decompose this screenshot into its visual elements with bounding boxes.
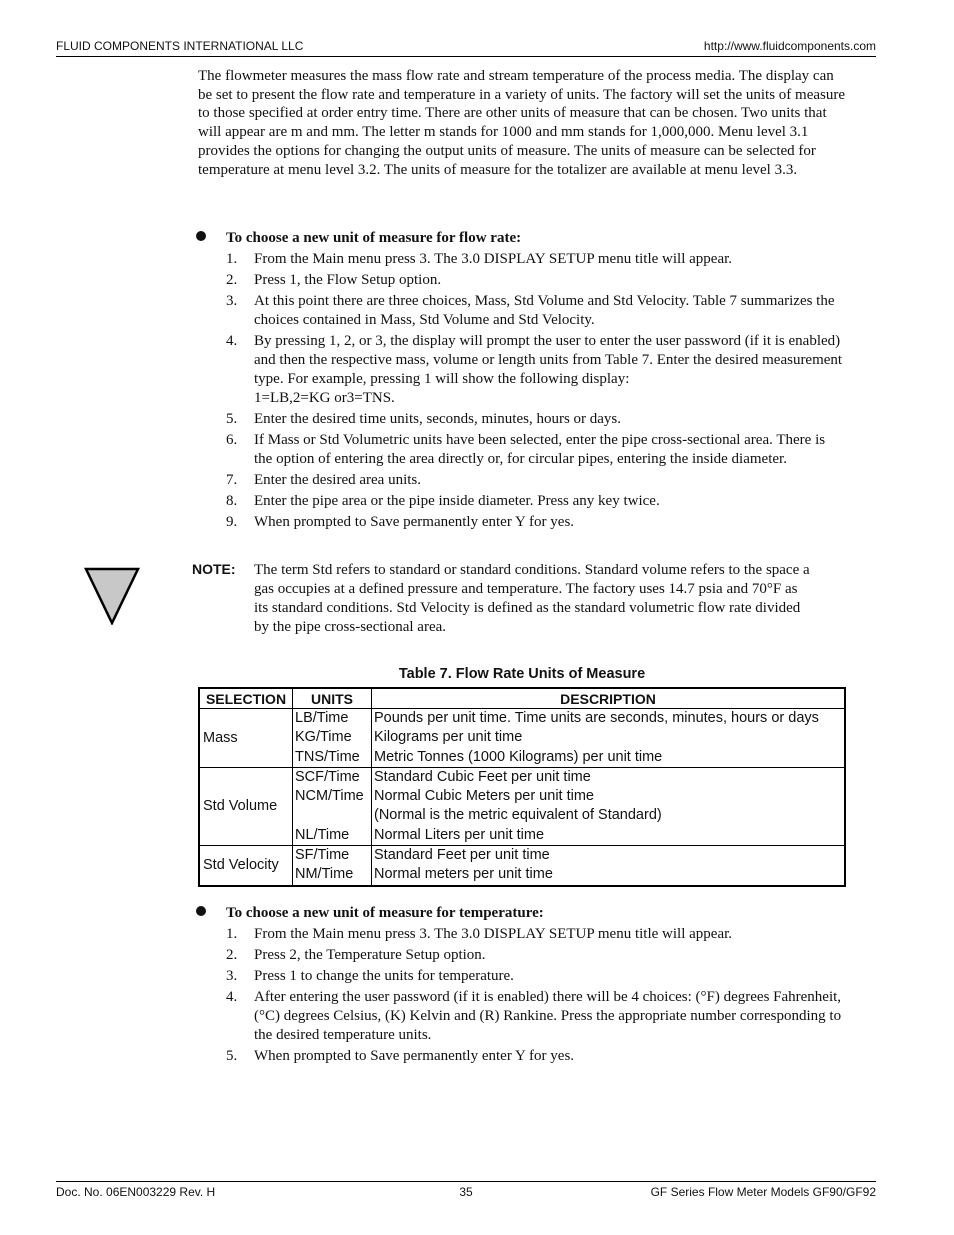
list-item	[226, 431, 846, 469]
selection-cell: Std Velocity	[199, 846, 293, 886]
step-text: When prompted to Save permanently enter Y for yes.	[254, 1048, 575, 1064]
selection-cell: Mass	[199, 709, 293, 768]
units-cell	[293, 767, 372, 845]
flow-rate-steps	[226, 250, 846, 534]
temperature-steps	[226, 925, 846, 1068]
units-cell	[293, 846, 372, 886]
step-text: At this point there are three choices, Mass, Std Volume and Std Velocity. Table 7 summarizes the choices contained in Mass, Std Volume and Std Velocity.	[254, 293, 835, 328]
unit-description: (Normal is the metric equivalent of Standard)	[374, 807, 662, 824]
table-row	[199, 767, 845, 845]
unit-value: NM/Time	[295, 866, 354, 883]
unit-value: NL/Time	[295, 826, 350, 843]
step-number: 5.	[226, 411, 238, 427]
step-number: 4.	[226, 333, 238, 349]
step-text: From the Main menu press 3. The 3.0 DISPLAY SETUP menu title will appear.	[254, 251, 733, 267]
flow-units-table	[198, 687, 846, 887]
step-number: 3.	[226, 293, 238, 309]
step-text: Press 2, the Temperature Setup option.	[254, 947, 486, 963]
list-item	[226, 332, 846, 408]
table-row	[199, 846, 845, 886]
unit-description: Pounds per unit time. Time units are seconds, minutes, hours or days	[374, 710, 819, 726]
bullet-icon	[196, 906, 206, 916]
step-number: 4.	[226, 989, 238, 1005]
step-text: If Mass or Std Volumetric units have been selected, enter the pipe cross-sectional area. There is the option of entering the area directly or, for circular pipes, entering the inside diameter.	[254, 432, 826, 467]
list-item	[226, 410, 846, 429]
note-text: The term Std refers to standard or standard conditions. Standard volume refers to the space a gas occupies at a defined pressure and temperature. The factory uses 14.7 psia and 70°F as its standard conditions. Std Velocity is defined as the standard volumetric flow rate divided by the pipe cross-sectional area.	[254, 562, 810, 635]
page-number: 35	[459, 1185, 473, 1199]
list-item	[226, 492, 846, 511]
step-number: 1.	[226, 251, 238, 267]
intro-paragraph: The flowmeter measures the mass flow rate and stream temperature of the process media. The display can be set to present the flow rate and temperature in a variety of units. The factory will set the units of measure to those specified at order entry time. There are other units of measure that can be chosen. Two units that will appear are m and mm. The letter m stands for 1000 and mm stands for 1,000,000. Menu level 3.1 provides the options for changing the output units of measure. The units of measure can be selected for temperature at menu level 3.2. The units of measure for the totalizer are available at menu level 3.3.	[198, 68, 846, 178]
page-footer	[56, 1181, 876, 1200]
units-cell	[293, 709, 372, 768]
list-item	[226, 925, 846, 944]
column-header-units: UNITS	[293, 688, 372, 709]
note-triangle-icon	[84, 567, 140, 625]
unit-description: Standard Cubic Feet per unit time	[374, 768, 591, 785]
step-text: Enter the desired area units.	[254, 472, 422, 488]
flow-rate-heading-text: To choose a new unit of measure for flow rate:	[226, 230, 522, 246]
table-header-row	[199, 688, 845, 709]
step-text: Enter the desired time units, seconds, minutes, hours or days.	[254, 411, 622, 427]
unit-value: TNS/Time	[295, 748, 360, 765]
unit-description: Normal meters per unit time	[374, 866, 553, 883]
step-number: 3.	[226, 968, 238, 984]
unit-description: Normal Liters per unit time	[374, 826, 545, 843]
header-url: http://www.fluidcomponents.com	[703, 39, 876, 53]
company-name: FLUID COMPONENTS INTERNATIONAL LLC	[56, 39, 304, 53]
list-item	[226, 1047, 846, 1066]
step-text: From the Main menu press 3. The 3.0 DISPLAY SETUP menu title will appear.	[254, 926, 733, 942]
list-item	[226, 271, 846, 290]
step-text: Press 1 to change the units for temperature.	[254, 968, 514, 984]
list-item	[226, 946, 846, 965]
unit-value: NCM/Time	[295, 788, 364, 805]
temperature-heading	[196, 905, 544, 922]
selection-cell: Std Volume	[199, 767, 293, 845]
step-number: 8.	[226, 493, 238, 509]
table-row	[199, 709, 845, 768]
temperature-heading-text: To choose a new unit of measure for temperature:	[226, 905, 544, 921]
step-text: Press 1, the Flow Setup option.	[254, 272, 442, 288]
list-item	[226, 250, 846, 269]
unit-value: SCF/Time	[295, 768, 360, 785]
unit-value	[295, 806, 369, 825]
display-example: 1=LB,2=KG or3=TNS.	[254, 390, 395, 406]
step-number: 5.	[226, 1048, 238, 1064]
note-label: NOTE:	[192, 561, 236, 577]
product-name: GF Series Flow Meter Models GF90/GF92	[650, 1185, 876, 1199]
table-caption: Table 7. Flow Rate Units of Measure	[398, 666, 646, 682]
list-item	[226, 988, 846, 1045]
step-text: By pressing 1, 2, or 3, the display will prompt the user to enter the user password (if it is enabled) and then the respective mass, volume or length units from Table 7. Enter the desired measurement type. For example, pressing 1 will show the following display:	[254, 333, 843, 387]
document-number: Doc. No. 06EN003229 Rev. H	[56, 1185, 216, 1199]
page-header	[56, 38, 876, 57]
description-cell	[372, 709, 846, 768]
step-number: 6.	[226, 432, 238, 448]
list-item	[226, 292, 846, 330]
step-text: After entering the user password (if it is enabled) there will be 4 choices: (°F) degrees Fahrenheit, (°C) degrees Celsius, (K) Kelvin and (R) Rankine. Press the appropriate number corresponding to the desired temperature units.	[254, 989, 842, 1043]
unit-value: LB/Time	[295, 710, 349, 726]
list-item	[226, 513, 846, 532]
unit-value: KG/Time	[295, 729, 352, 746]
unit-description: Kilograms per unit time	[374, 729, 523, 746]
step-number: 9.	[226, 514, 238, 530]
unit-description: Metric Tonnes (1000 Kilograms) per unit time	[374, 748, 663, 765]
step-text: When prompted to Save permanently enter Y for yes.	[254, 514, 575, 530]
description-cell	[372, 846, 846, 886]
unit-value: SF/Time	[295, 847, 350, 864]
unit-description: Standard Feet per unit time	[374, 847, 550, 864]
list-item	[226, 967, 846, 986]
step-text: Enter the pipe area or the pipe inside diameter. Press any key twice.	[254, 493, 660, 509]
step-number: 7.	[226, 472, 238, 488]
column-header-selection: SELECTION	[199, 688, 293, 709]
unit-description: Normal Cubic Meters per unit time	[374, 788, 594, 805]
step-number: 2.	[226, 272, 238, 288]
list-item	[226, 471, 846, 490]
step-number: 1.	[226, 926, 238, 942]
column-header-description: DESCRIPTION	[372, 688, 846, 709]
description-cell	[372, 767, 846, 845]
bullet-icon	[196, 231, 206, 241]
flow-rate-heading	[196, 230, 521, 247]
step-number: 2.	[226, 947, 238, 963]
